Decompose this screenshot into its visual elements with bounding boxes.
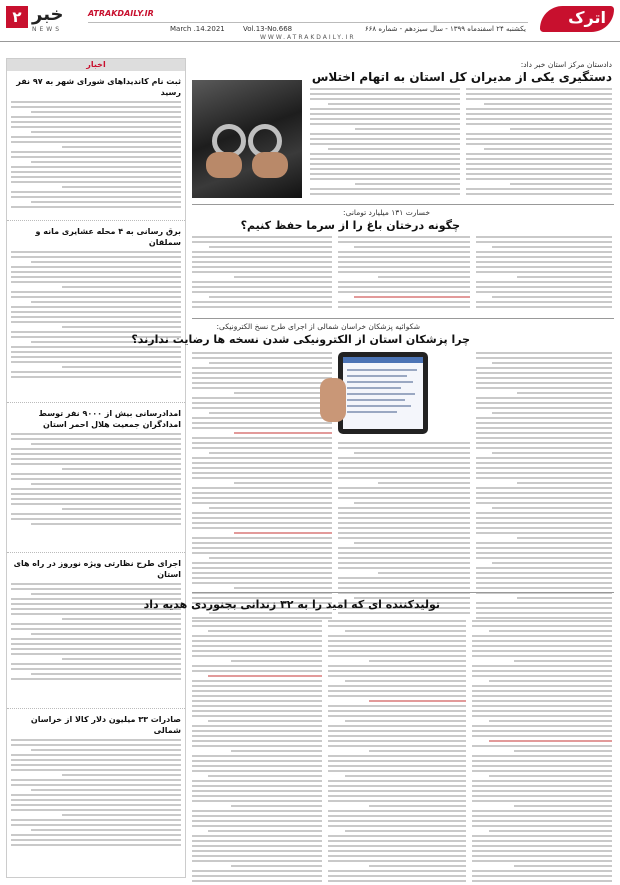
brief-item xyxy=(7,403,185,553)
news-brief-column xyxy=(6,58,186,878)
brief-item xyxy=(7,71,185,221)
newspaper-logo xyxy=(534,2,614,38)
story3-headline: چرا پزشکان استان از الکترونیکی شدن نسخه ها رضایت ندارند؟ xyxy=(131,333,470,346)
body-text-lines xyxy=(11,433,181,525)
volume-number: Vol.13-No.668 xyxy=(243,25,293,33)
body-text-lines xyxy=(11,251,181,378)
section-logo xyxy=(6,4,84,36)
section-name: خبر xyxy=(32,4,64,25)
site-url: WWW.ATRAKDAILY.IR xyxy=(260,34,356,41)
brief-title: اجرای طرح نظارتی ویژه نوروز در راه های استان xyxy=(13,559,181,579)
dateline xyxy=(88,22,528,34)
lead-kicker: دادستان مرکز استان خبر داد: xyxy=(520,60,612,69)
site-name-small: ATRAKDAILY.IR xyxy=(88,9,154,18)
brief-item xyxy=(7,709,185,879)
story4-body-text xyxy=(192,620,322,885)
tablet-photo xyxy=(338,352,428,434)
story3-body-text xyxy=(192,352,332,619)
brief-title: ثبت نام کاندیداهای شورای شهر به ۹۷ نفر رسید xyxy=(16,77,181,97)
masthead xyxy=(0,0,620,42)
section-divider xyxy=(192,318,614,319)
body-text-lines xyxy=(11,739,181,846)
lead-headline: دستگیری یکی از مدیران کل استان به اتهام اختلاس xyxy=(311,70,612,84)
section-subtitle: NEWS xyxy=(32,26,63,33)
story2-body-text xyxy=(338,236,470,308)
story4-body-text xyxy=(472,620,612,885)
story3-body-text xyxy=(338,442,470,614)
persian-date: یکشنبه ۲۴ اسفندماه ۱۳۹۹ - سال سیزدهم - شماره ۶۶۸ xyxy=(364,25,526,33)
brief-item xyxy=(7,553,185,709)
story4-body-text xyxy=(328,620,466,885)
page-number-badge: ۲ xyxy=(6,6,28,28)
section-divider xyxy=(192,592,614,593)
handcuffs-photo xyxy=(192,80,302,198)
brief-title: صادرات ۳۳ میلیون دلار کالا از خراسان شمالی xyxy=(30,715,181,735)
section-divider xyxy=(192,204,614,205)
column-label: اخبار xyxy=(7,59,185,71)
lead-body-text xyxy=(310,88,460,195)
english-date: March .14.2021 xyxy=(170,25,225,33)
brief-item xyxy=(7,221,185,403)
lead-body-text xyxy=(466,88,612,195)
brief-title: برق رسانی به ۴ محله عشایری مانه و سملقان xyxy=(35,227,181,247)
story2-body-text xyxy=(192,236,332,308)
brief-title: امدادرسانی بیش از ۹۰۰۰ نفر توسط امدادگران جمعیت هلال احمر استان xyxy=(38,409,181,429)
story2-headline: چگونه درختان باغ را از سرما حفظ کنیم؟ xyxy=(240,219,460,232)
story2-body-text xyxy=(476,236,612,308)
body-text-lines xyxy=(11,101,181,208)
story3-kicker: شکوائیه پزشکان خراسان شمالی از اجرای طرح نسخ الکترونیکی: xyxy=(216,322,420,331)
story2-kicker: خسارت ۱۳۱ میلیارد تومانی: xyxy=(343,208,430,217)
logo-text: اترک xyxy=(568,8,606,27)
story4-headline: تولیدکننده ای که امید را به ۳۲ زندانی بجنوردی هدیه داد xyxy=(143,598,440,611)
story3-body-text xyxy=(476,352,612,619)
